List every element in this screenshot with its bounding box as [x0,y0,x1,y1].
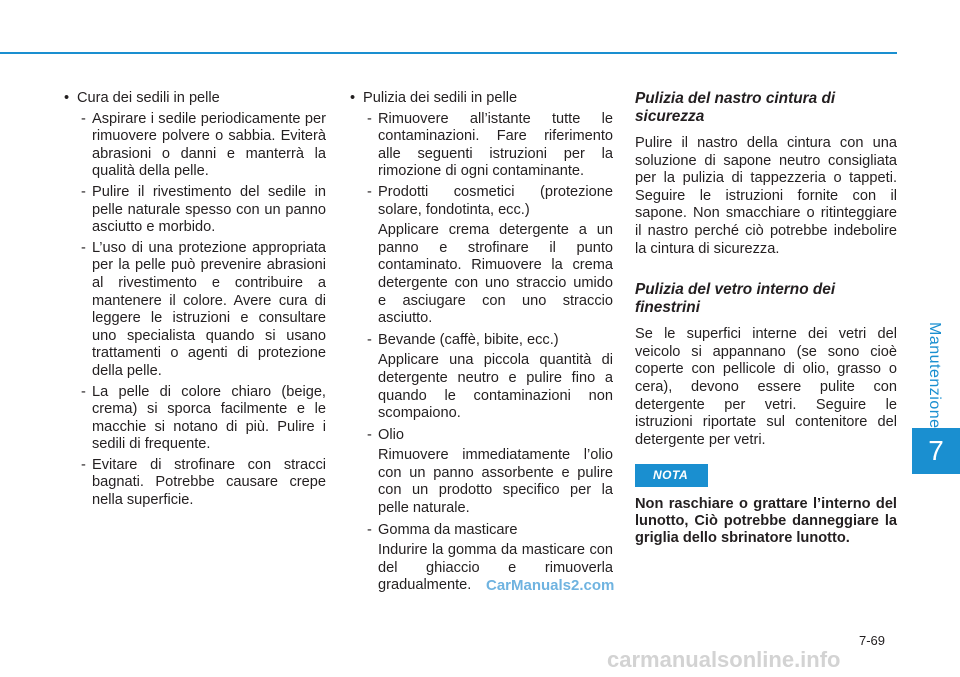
list-item: - Gomma da masticare [367,521,518,538]
column-leather-care [64,90,326,513]
list-item: - Pulire il rivestimento del sedile in pelle naturale spesso con un panno asciutto e morbido. [81,183,326,236]
bullet-heading: • Pulizia dei sedili in pelle [350,90,518,106]
note-body: Non raschiare o grattare l’interno del lunotto, Ciò potrebbe danneggiare la griglia dello sbrinatore lunotto. [635,495,897,547]
section-label: Manutenzione [926,321,943,429]
column-belt-glass [635,90,897,548]
section-body-glass: Se le superfici interne dei vetri del veicolo si appannano (se sono cioè coperte con pellicole di olio, grasso o cera), devono essere pulite con detergente per vetri. Seguire le istruzioni riportate sul contenitore del detergente per vetri. [635,326,897,448]
page-number: 7-69 [859,633,886,648]
list-item: - Olio [367,426,404,443]
list-item: - La pelle di colore chiaro (beige, crema) si sporca facilmente e le macchie si notano di più. Pulire i sedili di frequente. [81,383,326,453]
list-item: - L’uso di una protezione appropriata per la pelle può prevenire abrasioni al rivestimento e contribuire a mantenere il colore. Avere cura di leggere le istruzioni e consultare uno specialista quando si usano trattamenti o agenti di protezione della pelle. [81,239,326,379]
list-item: - Rimuovere all’istante tutte le contaminazioni. Fare riferimento alle seguenti istruzioni per la rimozione di ogni contaminante. [367,110,613,180]
site-watermark: carmanualsonline.info [607,647,841,672]
section-title-belt: Pulizia del nastro cintura di sicurezza [635,90,836,125]
list-item-detail: Applicare una piccola quantità di detergente neutro e pulire fino a quando le contaminazioni non scompaiono. [378,352,613,422]
list-item: - Bevande (caffè, bibite, ecc.) [367,331,559,348]
list-item-detail: Rimuovere immediatamente l’olio con un panno assorbente e pulire con un prodotto specifico per la pelle naturale. [378,447,613,517]
section-title-glass: Pulizia del vetro interno dei finestrini [635,281,836,317]
bullet-icon: • [350,90,356,106]
list-item: - Evitare di strofinare con stracci bagnati. Potrebbe causare crepe nella superficie. [81,456,326,509]
chapter-tab: 7 [912,428,960,474]
note-badge: NOTA [635,464,708,487]
column-leather-cleaning [350,90,613,599]
list-item-detail: Indurire la gomma da masticare con del ghiaccio e rimuoverla gradualmente. [378,542,613,594]
section-body-belt: Pulire il nastro della cintura con una soluzione di sapone neutro consigliata per la pulizia di tappezzeria o tappeti. Seguire le istruzioni fornite con il sapone. Non smacchiare o ritinteggiare il nastro perché ciò potrebbe indebolire la cintura di sicurezza. [635,135,897,257]
list-item: - Aspirare i sedile periodicamente per rimuovere polvere o sabbia. Eviterà abrasioni o danni e manterrà la qualità della pelle. [81,110,326,180]
top-rule [0,52,897,54]
bullet-icon: • [64,90,70,106]
list-item-detail: Applicare crema detergente a un panno e strofinare il punto contaminato. Rimuovere la crema detergente con uno straccio umido e asciugare con uno straccio asciutto. [378,222,613,327]
watermark: CarManuals2.com [486,577,615,594]
bullet-heading: • Cura dei sedili in pelle [64,90,220,106]
list-item: - Prodotti cosmetici (protezione solare, fondotinta, ecc.) [367,183,613,218]
